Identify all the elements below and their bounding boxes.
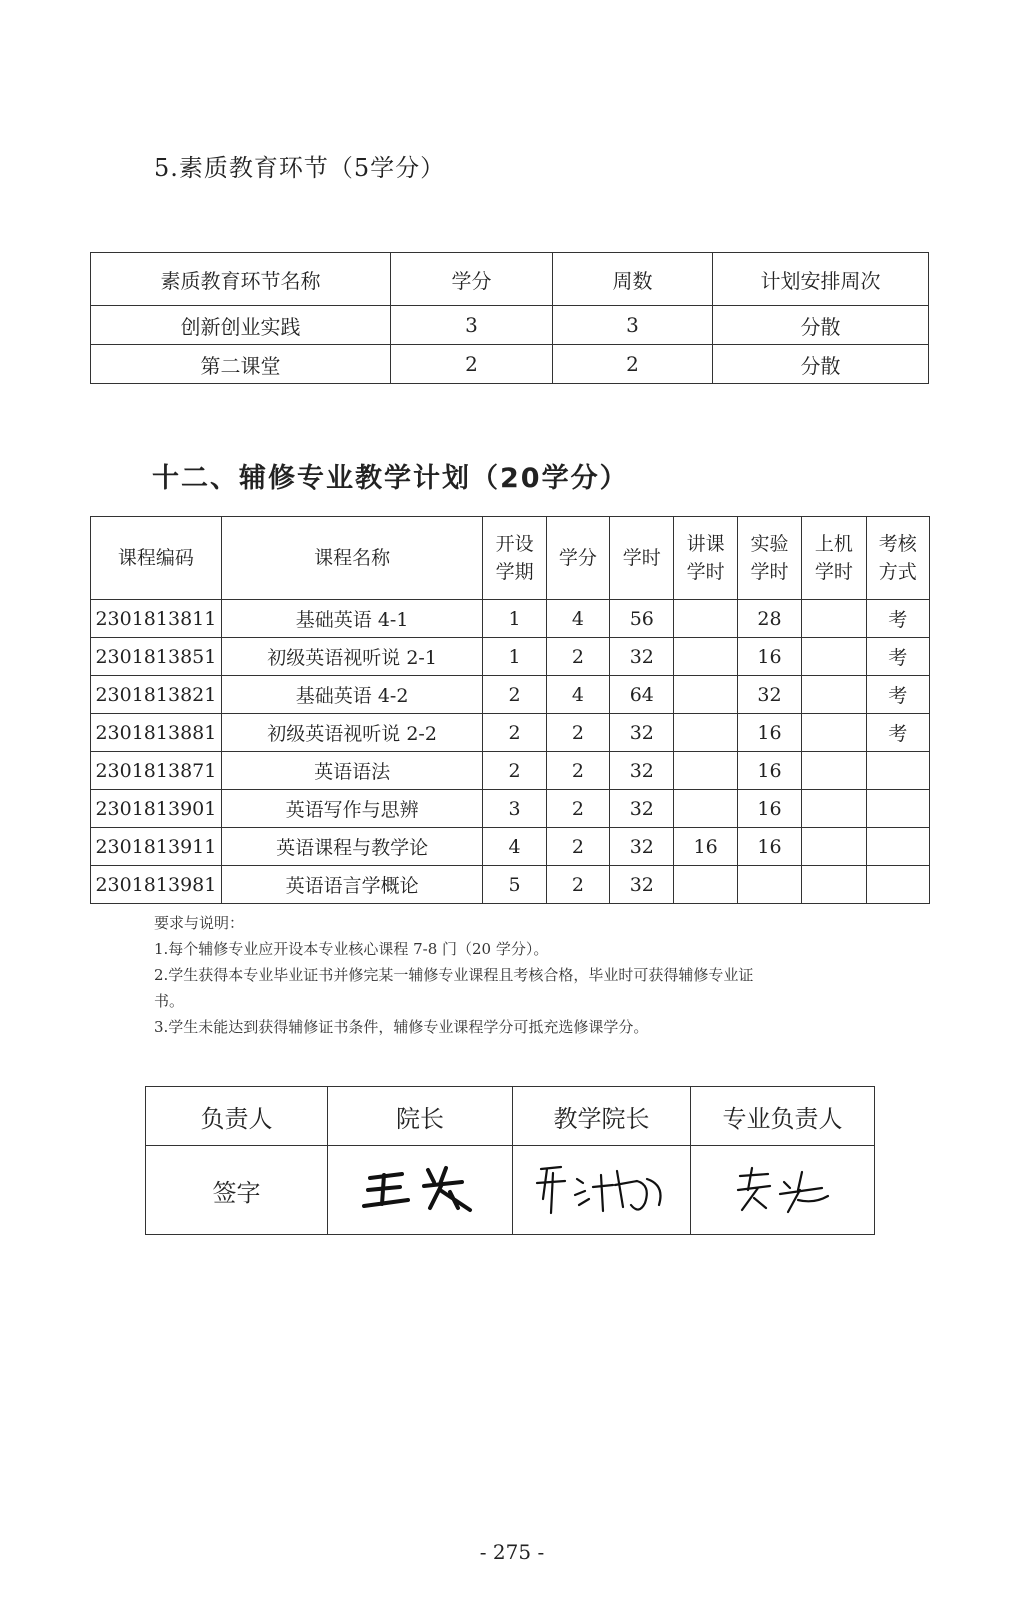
- table-cell: 2: [483, 752, 546, 790]
- notes-heading: 要求与说明：: [154, 914, 245, 932]
- table-cell: [866, 752, 929, 790]
- signature-dean: [328, 1146, 513, 1235]
- table-cell: 2301813811: [91, 600, 222, 638]
- header-cell: 计划安排周次: [713, 253, 929, 306]
- table-cell: 2: [553, 345, 713, 384]
- table-cell: 4: [546, 600, 609, 638]
- table-cell: 64: [610, 676, 674, 714]
- header-cell: 课程名称: [221, 517, 483, 600]
- table-cell: 2301813871: [91, 752, 222, 790]
- table-cell: 分散: [713, 306, 929, 345]
- table-cell: 16: [737, 752, 801, 790]
- table-cell: 第二课堂: [91, 345, 391, 384]
- header-cell: 考核 方式: [866, 517, 929, 600]
- table-cell: 英语课程与教学论: [221, 828, 483, 866]
- table-header-row: [91, 517, 930, 600]
- table-cell: [674, 638, 737, 676]
- table-cell: [802, 600, 866, 638]
- table-row: [91, 714, 930, 752]
- header-cell: 负责人: [146, 1087, 328, 1146]
- table-cell: 2: [483, 714, 546, 752]
- header-cell: 周数: [553, 253, 713, 306]
- header-cell: 学时: [610, 517, 674, 600]
- table-cell: 2301813851: [91, 638, 222, 676]
- table-cell: 2301813821: [91, 676, 222, 714]
- table-header-row: [91, 253, 929, 306]
- table-row: [91, 638, 930, 676]
- table-cell: 4: [483, 828, 546, 866]
- table-cell: 创新创业实践: [91, 306, 391, 345]
- quality-education-table: [90, 252, 929, 384]
- table-header-row: [146, 1087, 875, 1146]
- signature-program-head: [691, 1146, 875, 1235]
- table-cell: 基础英语 4-2: [221, 676, 483, 714]
- table-cell: [802, 676, 866, 714]
- header-cell: 素质教育环节名称: [91, 253, 391, 306]
- table-cell: 32: [610, 828, 674, 866]
- table-cell: 32: [610, 790, 674, 828]
- table-cell: 2301813911: [91, 828, 222, 866]
- header-cell: 上机 学时: [802, 517, 866, 600]
- note-line: 书。: [154, 992, 185, 1010]
- header-cell: 学分: [391, 253, 553, 306]
- table-cell: 16: [674, 828, 737, 866]
- table-cell: 英语语法: [221, 752, 483, 790]
- table-cell: [674, 866, 737, 904]
- table-cell: 考: [866, 638, 929, 676]
- header-cell: 专业负责人: [691, 1087, 875, 1146]
- table-cell: 3: [391, 306, 553, 345]
- header-cell: 教学院长: [513, 1087, 691, 1146]
- table-cell: 16: [737, 714, 801, 752]
- table-row: [91, 306, 929, 345]
- table-cell: [737, 866, 801, 904]
- table-cell: [802, 752, 866, 790]
- table-cell: [674, 790, 737, 828]
- table-row: [146, 1146, 875, 1235]
- table-row: [91, 828, 930, 866]
- table-row: [91, 866, 930, 904]
- table-cell: 2: [546, 866, 609, 904]
- table-cell: 32: [610, 714, 674, 752]
- table-cell: 5: [483, 866, 546, 904]
- table-cell: 分散: [713, 345, 929, 384]
- header-cell: 讲课 学时: [674, 517, 737, 600]
- notes-block: [154, 910, 874, 1040]
- table-cell: 2: [546, 714, 609, 752]
- table-cell: 2: [483, 676, 546, 714]
- table-cell: 16: [737, 828, 801, 866]
- table-cell: 初级英语视听说 2-1: [221, 638, 483, 676]
- table-cell: 56: [610, 600, 674, 638]
- table-cell: [674, 600, 737, 638]
- table-cell: [802, 866, 866, 904]
- table-cell: 考: [866, 676, 929, 714]
- table-cell: [674, 676, 737, 714]
- table-cell: [802, 828, 866, 866]
- table-cell: [802, 714, 866, 752]
- table-cell: 2: [546, 790, 609, 828]
- minor-plan-table: [90, 516, 930, 904]
- table-row: [91, 752, 930, 790]
- table-cell: 3: [483, 790, 546, 828]
- header-cell: 课程编码: [91, 517, 222, 600]
- table-cell: 1: [483, 600, 546, 638]
- table-cell: [866, 828, 929, 866]
- handwritten-signature-icon: [718, 1160, 848, 1220]
- table-cell: 1: [483, 638, 546, 676]
- table-row: [91, 790, 930, 828]
- handwritten-signature-icon: [527, 1155, 677, 1225]
- table-row: [91, 345, 929, 384]
- header-cell: 学分: [546, 517, 609, 600]
- table-cell: 英语写作与思辨: [221, 790, 483, 828]
- header-cell: 开设 学期: [483, 517, 546, 600]
- table-row: [91, 600, 930, 638]
- header-cell: 院长: [328, 1087, 513, 1146]
- table-cell: 2301813881: [91, 714, 222, 752]
- table-cell: [802, 790, 866, 828]
- table-cell: 英语语言学概论: [221, 866, 483, 904]
- table-cell: 32: [610, 752, 674, 790]
- signature-row-label: 签字: [146, 1146, 328, 1235]
- table-cell: 2: [546, 828, 609, 866]
- table-cell: [802, 638, 866, 676]
- table-cell: 2: [546, 638, 609, 676]
- section-title-quality: 5.素质教育环节（5学分）: [154, 154, 446, 182]
- table-cell: 2301813981: [91, 866, 222, 904]
- handwritten-signature-icon: [350, 1160, 490, 1220]
- page-number: - 275 -: [479, 1540, 545, 1564]
- table-cell: 初级英语视听说 2-2: [221, 714, 483, 752]
- table-cell: 16: [737, 638, 801, 676]
- table-row: [91, 676, 930, 714]
- table-cell: 基础英语 4-1: [221, 600, 483, 638]
- table-cell: 32: [610, 638, 674, 676]
- table-cell: [866, 866, 929, 904]
- table-cell: 2: [546, 752, 609, 790]
- note-line: 3.学生未能达到获得辅修证书条件，辅修专业课程学分可抵充选修课学分。: [154, 1018, 649, 1036]
- signature-teaching-dean: [513, 1146, 691, 1235]
- table-cell: 考: [866, 714, 929, 752]
- table-cell: 4: [546, 676, 609, 714]
- table-cell: [674, 752, 737, 790]
- table-cell: 考: [866, 600, 929, 638]
- header-cell: 实验 学时: [737, 517, 801, 600]
- note-line: 2.学生获得本专业毕业证书并修完某一辅修专业课程且考核合格，毕业时可获得辅修专业证: [154, 966, 754, 984]
- table-cell: 28: [737, 600, 801, 638]
- signature-table: [145, 1086, 875, 1235]
- table-cell: 16: [737, 790, 801, 828]
- table-cell: 3: [553, 306, 713, 345]
- table-cell: 32: [610, 866, 674, 904]
- table-cell: [866, 790, 929, 828]
- table-cell: 32: [737, 676, 801, 714]
- note-line: 1.每个辅修专业应开设本专业核心课程 7-8 门（20 学分）。: [154, 940, 549, 958]
- table-cell: [674, 714, 737, 752]
- table-cell: 2: [391, 345, 553, 384]
- section-title-minor-plan: 十二、辅修专业教学计划（20学分）: [152, 463, 629, 494]
- table-cell: 2301813901: [91, 790, 222, 828]
